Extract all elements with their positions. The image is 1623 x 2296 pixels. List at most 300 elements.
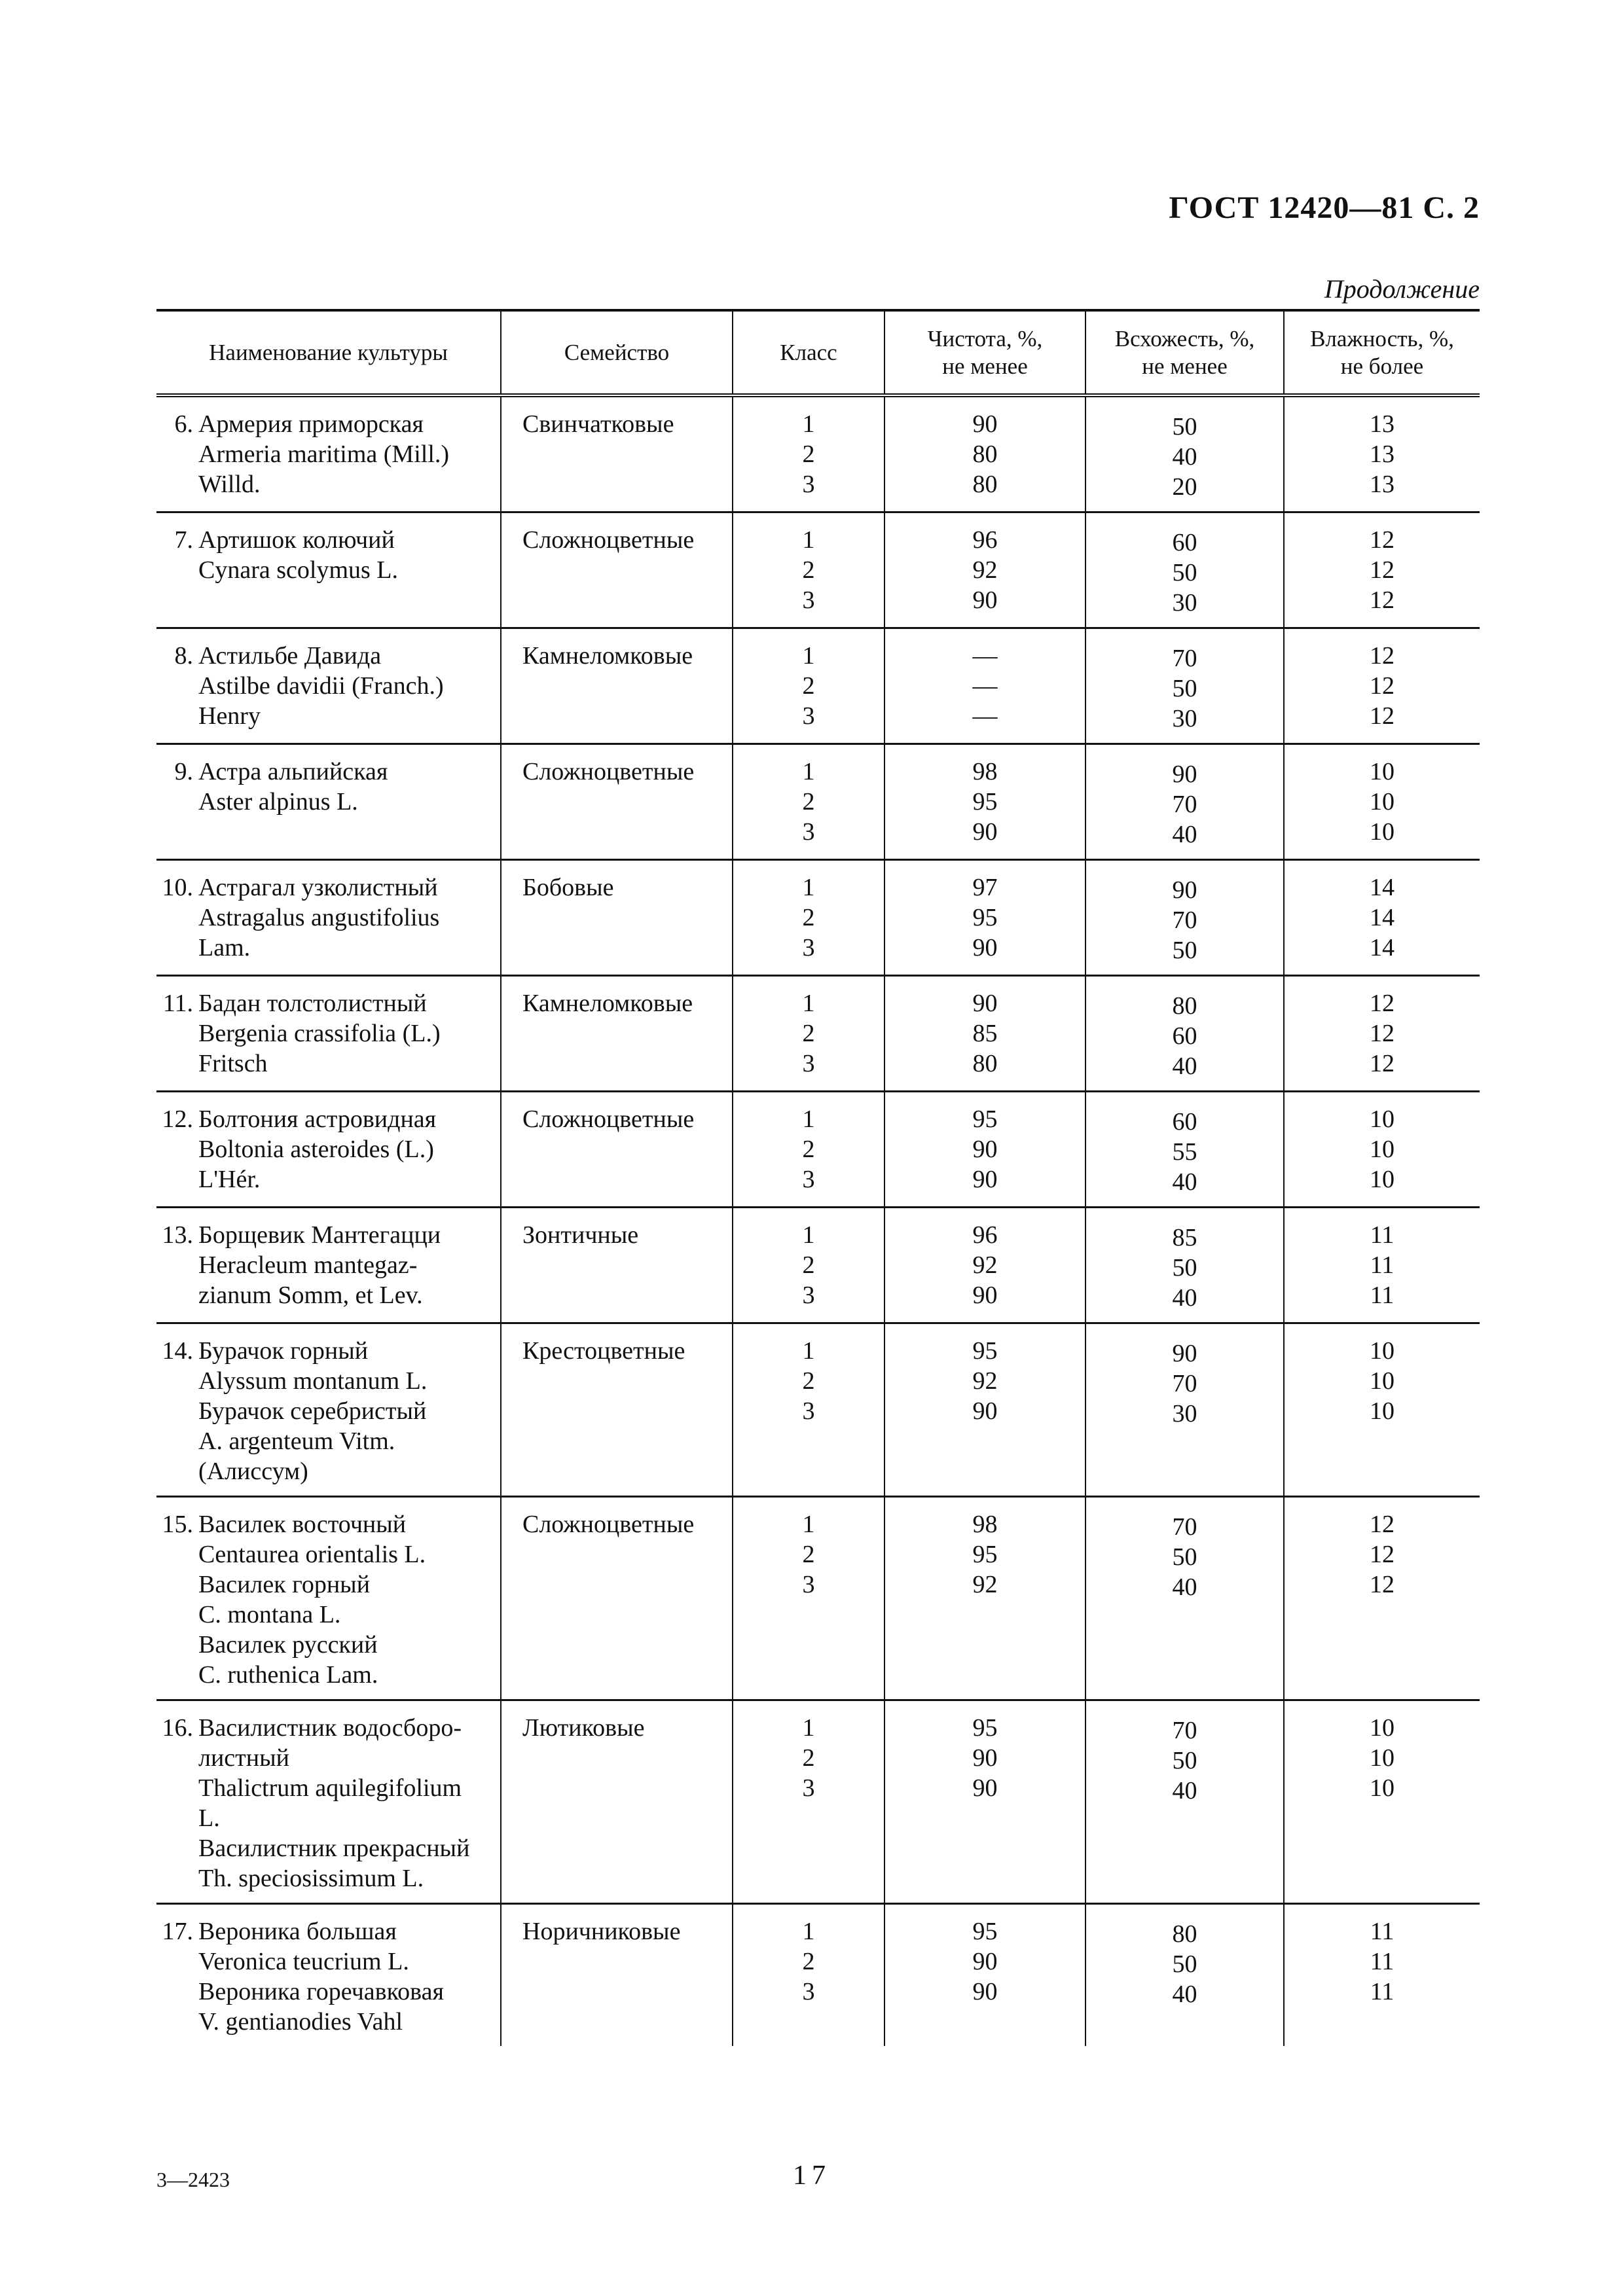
class-value: 1: [802, 1337, 815, 1365]
family-cell: Сложноцветные: [501, 1497, 733, 1700]
culture-cell: [156, 512, 501, 628]
class-value: 3: [802, 1978, 815, 2005]
moisture-value: 12: [1370, 990, 1395, 1017]
class-cell: [733, 1497, 884, 1700]
purity-value: 90: [972, 1744, 998, 1772]
germination-cell: [1085, 744, 1284, 860]
document-code-header: ГОСТ 12420—81 С. 2: [1169, 190, 1480, 225]
culture-cell: [156, 1208, 501, 1323]
purity-value: 90: [972, 410, 998, 438]
germination-value: 20: [1172, 473, 1197, 501]
row-number: 17.: [162, 1918, 193, 1945]
row-number: 7.: [174, 526, 193, 554]
row-number: 10.: [162, 874, 193, 901]
culture-name-line: Армерия приморская: [198, 410, 424, 438]
germination-value: 90: [1172, 1340, 1197, 1367]
culture-name-line: Heracleum mantegaz-: [198, 1251, 418, 1279]
class-cell: [733, 1208, 884, 1323]
moisture-value: 12: [1370, 1541, 1395, 1568]
class-cell: [733, 1323, 884, 1497]
germination-value: 30: [1172, 589, 1197, 617]
germination-value: 80: [1172, 992, 1197, 1020]
class-value: 2: [802, 1136, 815, 1163]
germination-cell: [1085, 1323, 1284, 1497]
header-moisture: [1284, 310, 1480, 395]
moisture-value: 12: [1370, 1511, 1395, 1538]
header-culture: Наименование культуры: [156, 310, 501, 395]
purity-value: 92: [972, 556, 998, 584]
purity-value: —: [972, 642, 998, 670]
germination-value: 70: [1172, 906, 1197, 934]
class-cell: [733, 1092, 884, 1208]
class-value: 3: [802, 586, 815, 614]
germination-value: 40: [1172, 1777, 1197, 1804]
row-number: 13.: [162, 1221, 193, 1249]
moisture-value: 10: [1370, 1337, 1395, 1365]
table-row: [156, 1323, 1480, 1497]
row-number: 11.: [162, 990, 193, 1017]
purity-value: 95: [972, 1714, 998, 1742]
germination-value: 90: [1172, 876, 1197, 904]
class-value: 3: [802, 1166, 815, 1193]
class-cell: [733, 1700, 884, 1904]
germination-cell: [1085, 395, 1284, 512]
moisture-value: 12: [1370, 642, 1395, 670]
class-value: 1: [802, 874, 815, 901]
culture-name-line: Астильбе Давида: [198, 642, 382, 670]
class-value: 2: [802, 1367, 815, 1395]
class-value: 1: [802, 1714, 815, 1742]
germination-value: 90: [1172, 761, 1197, 788]
class-value: 1: [802, 758, 815, 785]
germination-value: 55: [1172, 1138, 1197, 1166]
family-cell: Бобовые: [501, 860, 733, 976]
class-cell: [733, 395, 884, 512]
germination-value: 50: [1172, 1543, 1197, 1571]
family-cell: Камнеломковые: [501, 976, 733, 1092]
class-value: 3: [802, 934, 815, 961]
row-number: 8.: [174, 642, 193, 670]
moisture-value: 10: [1370, 1136, 1395, 1163]
family-cell: Крестоцветные: [501, 1323, 733, 1497]
moisture-cell: [1284, 744, 1480, 860]
moisture-value: 13: [1370, 440, 1395, 468]
culture-name-line: A. argenteum Vitm.: [198, 1427, 395, 1455]
moisture-cell: [1284, 1497, 1480, 1700]
moisture-cell: [1284, 512, 1480, 628]
purity-cell: [884, 976, 1085, 1092]
purity-value: 95: [972, 1541, 998, 1568]
purity-value: 90: [972, 990, 998, 1017]
culture-name-line: Boltonia asteroides (L.): [198, 1136, 434, 1163]
germination-cell: [1085, 1497, 1284, 1700]
moisture-value: 11: [1370, 1221, 1395, 1249]
purity-value: 98: [972, 758, 998, 785]
purity-value: 95: [972, 1918, 998, 1945]
germination-value: 70: [1172, 791, 1197, 818]
germination-value: 60: [1172, 529, 1197, 556]
class-value: 2: [802, 788, 815, 816]
germination-value: 70: [1172, 1513, 1197, 1541]
culture-cell: [156, 1323, 501, 1497]
culture-name-line: Астрагал узколистный: [198, 874, 438, 901]
purity-value: 95: [972, 1337, 998, 1365]
purity-cell: [884, 860, 1085, 976]
class-value: 2: [802, 556, 815, 584]
culture-name-line: Бадан толстолистный: [198, 990, 427, 1017]
row-number: 16.: [162, 1714, 193, 1742]
purity-value: 85: [972, 1020, 998, 1047]
culture-cell: [156, 395, 501, 512]
culture-cell: [156, 1700, 501, 1904]
purity-cell: [884, 1323, 1085, 1497]
culture-cell: [156, 628, 501, 744]
germination-cell: [1085, 1700, 1284, 1904]
culture-cell: [156, 1092, 501, 1208]
moisture-cell: [1284, 976, 1480, 1092]
germination-value: 40: [1172, 1168, 1197, 1196]
purity-cell: [884, 744, 1085, 860]
purity-value: 92: [972, 1571, 998, 1598]
germination-value: 40: [1172, 443, 1197, 471]
family-cell: Зонтичные: [501, 1208, 733, 1323]
culture-name-line: zianum Somm, et Lev.: [198, 1282, 423, 1309]
purity-value: 92: [972, 1251, 998, 1279]
germination-value: 40: [1172, 1981, 1197, 2008]
germination-value: 40: [1172, 1284, 1197, 1312]
culture-name-line: Bergenia crassifolia (L.): [198, 1020, 441, 1047]
germination-value: 60: [1172, 1108, 1197, 1136]
moisture-value: 11: [1370, 1282, 1395, 1309]
culture-cell: [156, 860, 501, 976]
class-value: 3: [802, 1282, 815, 1309]
purity-value: 98: [972, 1511, 998, 1538]
purity-value: 90: [972, 1774, 998, 1802]
culture-name-line: Henry: [198, 702, 261, 730]
moisture-cell: [1284, 395, 1480, 512]
table-row: [156, 512, 1480, 628]
germination-value: 50: [1172, 413, 1197, 440]
row-number: 9.: [174, 758, 193, 785]
moisture-value: 10: [1370, 1166, 1395, 1193]
table-header-row: [156, 310, 1480, 395]
culture-name-line: Veronica teucrium L.: [198, 1948, 409, 1975]
culture-name-line: Василек русский: [198, 1631, 378, 1659]
class-value: 2: [802, 1541, 815, 1568]
germination-value: 50: [1172, 675, 1197, 702]
purity-value: 90: [972, 1136, 998, 1163]
culture-name-line: Fritsch: [198, 1050, 268, 1077]
header-germination: [1085, 310, 1284, 395]
moisture-cell: [1284, 1323, 1480, 1497]
germination-cell: [1085, 512, 1284, 628]
moisture-value: 12: [1370, 1020, 1395, 1047]
culture-name-line: Василек восточный: [198, 1511, 407, 1538]
culture-name-line: Cynara scolymus L.: [198, 556, 399, 584]
class-value: 2: [802, 1744, 815, 1772]
header-germination-line: не менее: [1142, 353, 1228, 379]
family-cell: Свинчатковые: [501, 395, 733, 512]
class-value: 1: [802, 1105, 815, 1133]
class-value: 2: [802, 440, 815, 468]
culture-name-line: Артишок колючий: [198, 526, 395, 554]
family-cell: Сложноцветные: [501, 1092, 733, 1208]
culture-cell: [156, 1497, 501, 1700]
culture-name-line: Василистник водосборо-: [198, 1714, 462, 1742]
culture-name-line: Василистник прекрасный: [198, 1835, 470, 1862]
class-cell: [733, 976, 884, 1092]
culture-name-line: L.: [198, 1804, 220, 1832]
row-number: 14.: [162, 1337, 193, 1365]
purity-value: 90: [972, 1397, 998, 1425]
moisture-value: 10: [1370, 1744, 1395, 1772]
moisture-value: 12: [1370, 586, 1395, 614]
germination-value: 50: [1172, 559, 1197, 586]
header-moisture-line: Влажность, %,: [1310, 325, 1454, 351]
culture-name-line: Астра альпийская: [198, 758, 388, 785]
header-purity-line: не менее: [942, 353, 1028, 379]
purity-value: 80: [972, 471, 998, 498]
culture-name-line: Болтония астровидная: [198, 1105, 437, 1133]
family-cell: Лютиковые: [501, 1700, 733, 1904]
class-value: 1: [802, 526, 815, 554]
purity-value: 90: [972, 1166, 998, 1193]
purity-cell: [884, 1092, 1085, 1208]
moisture-cell: [1284, 860, 1480, 976]
header-family: Семейство: [501, 310, 733, 395]
moisture-value: 10: [1370, 1397, 1395, 1425]
class-value: 3: [802, 471, 815, 498]
moisture-value: 11: [1370, 1918, 1395, 1945]
class-value: 2: [802, 672, 815, 700]
header-purity: [884, 310, 1085, 395]
class-value: 3: [802, 1050, 815, 1077]
purity-value: 90: [972, 586, 998, 614]
class-value: 3: [802, 1774, 815, 1802]
purity-value: 97: [972, 874, 998, 901]
purity-value: —: [972, 672, 998, 700]
germination-value: 50: [1172, 937, 1197, 964]
culture-name-line: Armeria maritima (Mill.): [198, 440, 450, 468]
table-row: [156, 1208, 1480, 1323]
class-value: 3: [802, 1571, 815, 1598]
germination-cell: [1085, 1208, 1284, 1323]
family-cell: Сложноцветные: [501, 512, 733, 628]
purity-cell: [884, 1904, 1085, 2047]
purity-value: 95: [972, 1105, 998, 1133]
table-row: [156, 628, 1480, 744]
germination-cell: [1085, 976, 1284, 1092]
culture-name-line: Thalictrum aquilegifolium: [198, 1774, 462, 1802]
moisture-value: 10: [1370, 1774, 1395, 1802]
culture-name-line: листный: [198, 1744, 289, 1772]
purity-value: —: [972, 702, 998, 730]
moisture-value: 13: [1370, 471, 1395, 498]
moisture-value: 12: [1370, 672, 1395, 700]
purity-cell: [884, 512, 1085, 628]
culture-name-line: L'Hér.: [198, 1166, 261, 1193]
class-value: 2: [802, 904, 815, 931]
germination-cell: [1085, 628, 1284, 744]
purity-value: 90: [972, 1978, 998, 2005]
culture-name-line: (Алиссум): [198, 1458, 308, 1485]
germination-value: 50: [1172, 1747, 1197, 1774]
moisture-cell: [1284, 1208, 1480, 1323]
moisture-value: 10: [1370, 758, 1395, 785]
header-class: Класс: [733, 310, 884, 395]
table-row: [156, 1700, 1480, 1904]
moisture-value: 14: [1370, 934, 1395, 961]
germination-cell: [1085, 1904, 1284, 2047]
family-cell: Норичниковые: [501, 1904, 733, 2047]
table-row: [156, 744, 1480, 860]
family-cell: Сложноцветные: [501, 744, 733, 860]
class-value: 2: [802, 1020, 815, 1047]
table-body: [156, 395, 1480, 2046]
class-cell: [733, 512, 884, 628]
class-value: 1: [802, 642, 815, 670]
germination-value: 40: [1172, 1052, 1197, 1080]
germination-value: 80: [1172, 1920, 1197, 1948]
class-value: 1: [802, 1918, 815, 1945]
table-row: [156, 1904, 1480, 2047]
purity-value: 92: [972, 1367, 998, 1395]
moisture-value: 12: [1370, 1571, 1395, 1598]
germination-value: 30: [1172, 1400, 1197, 1427]
class-value: 2: [802, 1251, 815, 1279]
moisture-value: 10: [1370, 1105, 1395, 1133]
purity-value: 80: [972, 440, 998, 468]
moisture-cell: [1284, 1904, 1480, 2047]
class-value: 3: [802, 1397, 815, 1425]
moisture-value: 10: [1370, 818, 1395, 846]
moisture-value: 11: [1370, 1251, 1395, 1279]
row-number: 12.: [162, 1105, 193, 1133]
continuation-label: Продолжение: [1324, 274, 1480, 304]
moisture-value: 11: [1370, 1978, 1395, 2005]
germination-cell: [1085, 1092, 1284, 1208]
germination-value: 40: [1172, 821, 1197, 848]
footer-code: 3—2423: [156, 2168, 230, 2191]
germination-value: 50: [1172, 1254, 1197, 1282]
moisture-value: 12: [1370, 526, 1395, 554]
culture-name-line: C. ruthenica Lam.: [198, 1661, 378, 1689]
table-row: [156, 395, 1480, 512]
culture-name-line: Willd.: [198, 471, 261, 498]
germination-value: 40: [1172, 1573, 1197, 1601]
table-row: [156, 1092, 1480, 1208]
class-value: 1: [802, 1511, 815, 1538]
class-cell: [733, 860, 884, 976]
culture-name-line: Lam.: [198, 934, 251, 961]
class-value: 2: [802, 1948, 815, 1975]
culture-name-line: Alyssum montanum L.: [198, 1367, 428, 1395]
purity-cell: [884, 1700, 1085, 1904]
germination-cell: [1085, 860, 1284, 976]
moisture-value: 12: [1370, 702, 1395, 730]
moisture-cell: [1284, 1092, 1480, 1208]
moisture-value: 10: [1370, 1367, 1395, 1395]
culture-name-line: Бурачок горный: [198, 1337, 369, 1365]
moisture-value: 11: [1370, 1948, 1395, 1975]
germination-value: 70: [1172, 1370, 1197, 1397]
class-cell: [733, 1904, 884, 2047]
row-number: 6.: [174, 410, 193, 438]
class-cell: [733, 744, 884, 860]
culture-name-line: Th. speciosissimum L.: [198, 1865, 424, 1892]
culture-name-line: Вероника горечавковая: [198, 1978, 444, 2005]
culture-name-line: Бурачок серебристый: [198, 1397, 427, 1425]
culture-name-line: Astragalus angustifolius: [198, 904, 440, 931]
germination-value: 70: [1172, 645, 1197, 672]
culture-name-line: Василек горный: [198, 1571, 371, 1598]
germination-value: 85: [1172, 1224, 1197, 1251]
class-value: 1: [802, 1221, 815, 1249]
moisture-value: 14: [1370, 874, 1395, 901]
class-cell: [733, 628, 884, 744]
purity-value: 90: [972, 818, 998, 846]
header-moisture-line: не более: [1340, 353, 1424, 379]
germination-value: 70: [1172, 1717, 1197, 1744]
table-row: [156, 976, 1480, 1092]
moisture-value: 13: [1370, 410, 1395, 438]
culture-name-line: Вероника большая: [198, 1918, 397, 1945]
moisture-value: 10: [1370, 788, 1395, 816]
row-number: 15.: [162, 1511, 193, 1538]
purity-value: 90: [972, 934, 998, 961]
purity-cell: [884, 1208, 1085, 1323]
moisture-value: 14: [1370, 904, 1395, 931]
class-value: 3: [802, 702, 815, 730]
culture-cell: [156, 976, 501, 1092]
culture-name-line: Aster alpinus L.: [198, 788, 358, 816]
class-value: 1: [802, 990, 815, 1017]
culture-name-line: Astilbe davidii (Franch.): [198, 672, 444, 700]
purity-value: 96: [972, 1221, 998, 1249]
class-value: 1: [802, 410, 815, 438]
culture-name-line: C. montana L.: [198, 1601, 341, 1628]
moisture-value: 12: [1370, 556, 1395, 584]
header-purity-line: Чистота, %,: [927, 325, 1043, 351]
purity-cell: [884, 628, 1085, 744]
culture-cell: [156, 744, 501, 860]
purity-value: 90: [972, 1282, 998, 1309]
purity-value: 95: [972, 904, 998, 931]
culture-cell: [156, 1904, 501, 2047]
culture-name-line: Centaurea orientalis L.: [198, 1541, 426, 1568]
table-row: [156, 1497, 1480, 1700]
moisture-cell: [1284, 1700, 1480, 1904]
purity-value: 90: [972, 1948, 998, 1975]
moisture-cell: [1284, 628, 1480, 744]
table-row: [156, 860, 1480, 976]
moisture-value: 10: [1370, 1714, 1395, 1742]
purity-value: 80: [972, 1050, 998, 1077]
germination-value: 50: [1172, 1950, 1197, 1978]
purity-cell: [884, 1497, 1085, 1700]
family-cell: Камнеломковые: [501, 628, 733, 744]
culture-name-line: V. gentianodies Vahl: [198, 2008, 403, 2036]
purity-value: 95: [972, 788, 998, 816]
germination-value: 30: [1172, 705, 1197, 732]
page-number: 17: [793, 2161, 831, 2191]
seed-standards-table: [156, 309, 1480, 2046]
class-value: 3: [802, 818, 815, 846]
purity-cell: [884, 395, 1085, 512]
header-germination-line: Всхожесть, %,: [1114, 325, 1255, 351]
germination-value: 60: [1172, 1022, 1197, 1050]
culture-name-line: Борщевик Мантегацци: [198, 1221, 441, 1249]
